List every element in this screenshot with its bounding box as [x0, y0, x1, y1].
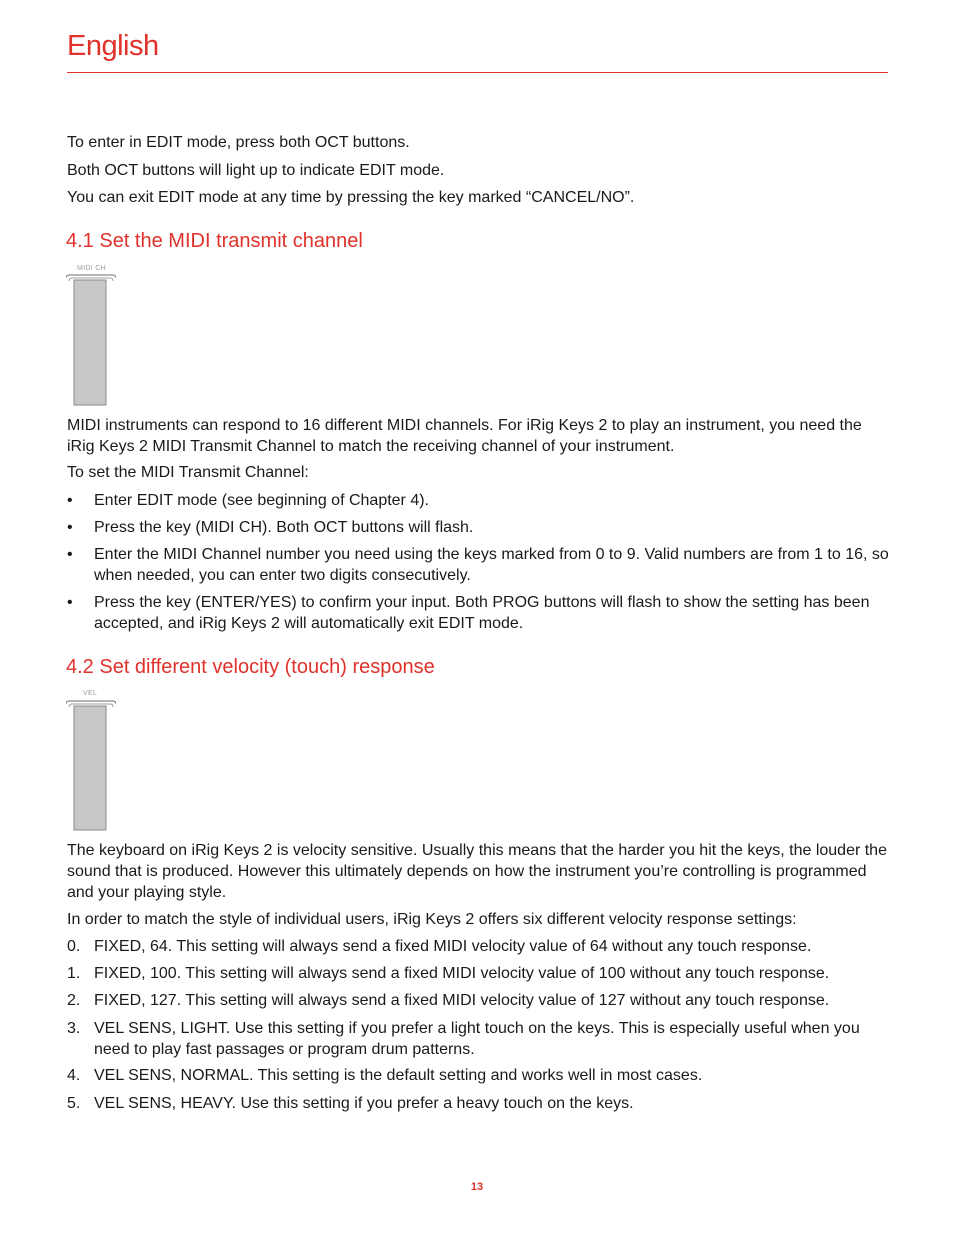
bullet-text: Press the key (ENTER/YES) to confirm your input. Both PROG buttons will flash to show the setting has been accepted, and iRig Keys 2 will automatically exit EDIT mode. [94, 594, 870, 632]
list-number: 3. [67, 1020, 81, 1037]
list-item [67, 490, 889, 511]
midi-ch-key-icon [66, 274, 116, 406]
key-label-vel: VEL [83, 690, 98, 697]
page-title: English [67, 30, 159, 62]
list-item [67, 1018, 889, 1060]
list-item [67, 936, 889, 957]
list-item [67, 1093, 889, 1114]
list-text: FIXED, 64. This setting will always send a fixed MIDI velocity value of 64 without any touch response. [94, 938, 812, 955]
list-number: 1. [67, 965, 81, 982]
list-number: 5. [67, 1095, 81, 1112]
list-text: FIXED, 127. This setting will always send a fixed MIDI velocity value of 127 without any touch response. [94, 992, 830, 1009]
page-number: 13 [470, 1181, 484, 1193]
list-number: 4. [67, 1067, 81, 1084]
list-text: VEL SENS, HEAVY. Use this setting if you prefer a heavy touch on the keys. [94, 1095, 634, 1112]
list-number: 2. [67, 992, 81, 1009]
list-number: 0. [67, 938, 81, 955]
intro-line: To enter in EDIT mode, press both OCT buttons. [67, 134, 410, 151]
bullet-text: Enter EDIT mode (see beginning of Chapter 4). [94, 492, 429, 509]
list-item [67, 517, 889, 538]
intro-line: Both OCT buttons will light up to indicate EDIT mode. [67, 162, 445, 179]
section-title-midi-channel: 4.1 Set the MIDI transmit channel [66, 230, 363, 252]
list-item [67, 544, 889, 586]
bullet-text: Enter the MIDI Channel number you need using the keys marked from 0 to 9. Valid numbers are from 1 to 16, so when needed, you can enter two digits consecutively. [94, 546, 889, 584]
list-item [67, 963, 889, 984]
section-title-velocity: 4.2 Set different velocity (touch) response [66, 656, 435, 678]
list-text: VEL SENS, NORMAL. This setting is the default setting and works well in most cases. [94, 1067, 703, 1084]
list-text: VEL SENS, LIGHT. Use this setting if you prefer a light touch on the keys. This is especially useful when you need to play fast passages or program drum patterns. [94, 1020, 860, 1058]
bullet-text: Press the key (MIDI CH). Both OCT buttons will flash. [94, 519, 474, 536]
list-item [67, 592, 889, 634]
header-divider [67, 72, 888, 73]
bullet-marker: • [67, 546, 73, 563]
bullet-marker: • [67, 519, 73, 536]
list-item [67, 990, 889, 1011]
bullet-marker: • [67, 594, 73, 611]
list-text: FIXED, 100. This setting will always send a fixed MIDI velocity value of 100 without any touch response. [94, 965, 830, 982]
section1-paragraph: MIDI instruments can respond to 16 different MIDI channels. For iRig Keys 2 to play an instrument, you need the iRig Keys 2 MIDI Transmit Channel to match the receiving channel of your instrument. [67, 417, 862, 455]
section1-paragraph: To set the MIDI Transmit Channel: [67, 464, 309, 481]
key-label-midi-ch: MIDI CH [77, 265, 106, 272]
list-item [67, 1065, 889, 1086]
section2-paragraph: The keyboard on iRig Keys 2 is velocity sensitive. Usually this means that the harder you hit the keys, the louder the sound that is produced. However this ultimately depends on how the instrument you’re controlling is programmed and your playing style. [67, 842, 887, 901]
bullet-marker: • [67, 492, 73, 509]
section2-paragraph: In order to match the style of individual users, iRig Keys 2 offers six different velocity response settings: [67, 911, 797, 928]
intro-line: You can exit EDIT mode at any time by pressing the key marked “CANCEL/NO”. [67, 189, 635, 206]
vel-key-icon [66, 700, 116, 832]
